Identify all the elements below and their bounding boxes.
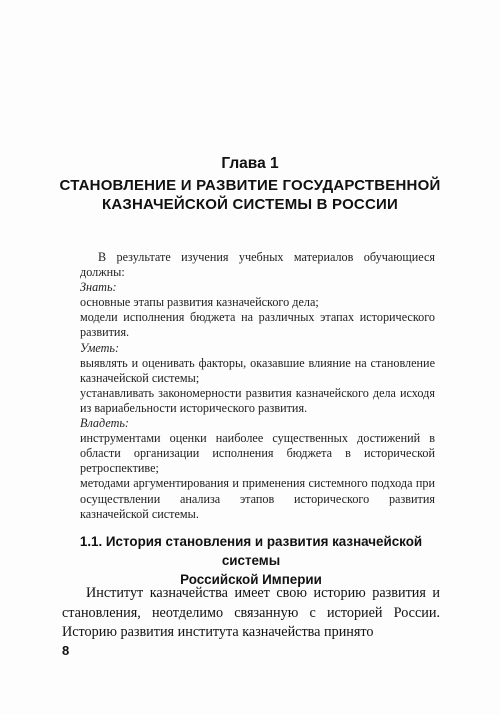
know-item: модели исполнения бюджета на различных этапах исторического развития. [80,310,435,340]
learning-objectives [80,250,435,522]
know-label: Знать: [80,280,117,295]
master-label: Владеть: [80,416,129,431]
chapter-label: Глава 1 [221,155,279,172]
section-title [62,532,440,589]
chapter-title [0,176,500,214]
objectives-intro: В результате изучения учебных материалов обучающиеся должны: [80,250,435,280]
page-number: 8 [62,643,70,658]
section-body [62,584,440,643]
chapter-title-line-1: СТАНОВЛЕНИЕ И РАЗВИТИЕ ГОСУДАРСТВЕННОЙ [59,177,441,194]
know-item: основные этапы развития казначейского дела; [80,295,319,310]
master-item: инструментами оценки наиболее существенных достижений в области организации исполнения бюджета в исторической ретроспективе; [80,431,435,476]
body-paragraph: Институт казначейства имеет свою историю развития и становления, неотделимо связанную с историей России. Историю развития института казначейства принято [62,585,440,640]
section-title-line-2: Российской Империи [180,572,322,587]
can-label: Уметь: [80,340,120,355]
can-item: устанавливать закономерности развития казначейского дела исходя из вариабельности исторического развития. [80,385,435,415]
master-item: методами аргументирования и применения системного подхода при осуществлении анализа этапов исторического развития казначейской системы. [80,476,435,521]
chapter-title-line-2: КАЗНАЧЕЙСКОЙ СИСТЕМЫ В РОССИИ [102,196,398,213]
can-item: выявлять и оценивать факторы, оказавшие влияние на становление казначейской системы; [80,355,435,385]
section-title-line-1: 1.1. История становления и развития казначейской системы [79,534,423,568]
